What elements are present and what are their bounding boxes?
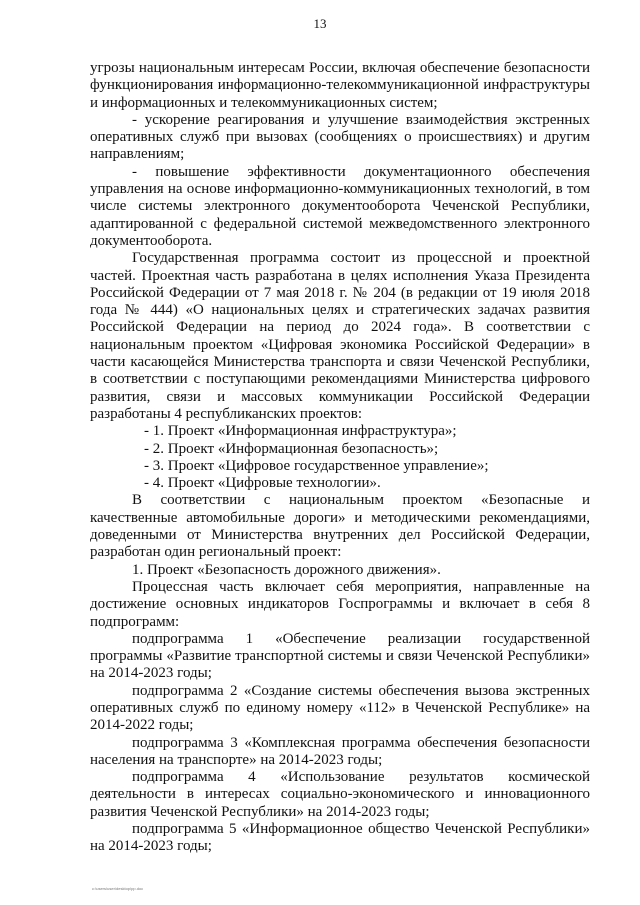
project-item-2: - 2. Проект «Информационная безопасность»; <box>144 440 439 457</box>
footer-file-path: c:\users\user\desktop\рр.doc <box>92 886 144 891</box>
paragraph-document-management: - повышение эффективности документационного обеспечения управления на основе информационно-коммуникационных технологий, в том числе системы электронного документооборота Чеченской Республики, адаптированной с федеральной системой межведомственного электронного документооборота. <box>90 163 590 249</box>
paragraph-emergency-services: - ускорение реагирования и улучшение взаимодействия экстренных оперативных служб при вызовах (сообщениях о происшествиях) и другим направлениям; <box>90 111 590 163</box>
paragraph-roads-project: В соответствии с национальным проектом «Безопасные и качественные автомобильные дороги» и методическими рекомендациями, доведенными от Министерства внутренних дел Российской Федерации, разработан один региональный проект: <box>90 492 590 561</box>
project-item-4: - 4. Проект «Цифровые технологии». <box>144 475 381 492</box>
page-number: 13 <box>313 16 327 31</box>
subprogram-3: подпрограмма 3 «Комплексная программа обеспечения безопасности населения на транспорте» на 2014-2023 годы; <box>90 734 590 768</box>
project-item-3: - 3. Проект «Цифровое государственное управление»; <box>144 457 489 474</box>
subprogram-5: подпрограмма 5 «Информационное общество Чеченской Республики» на 2014-2023 годы; <box>90 821 590 855</box>
paragraph-threats-continuation: угрозы национальным интересам России, включая обеспечение безопасности функционирования информационно-телекоммуникационной инфраструктуры и информационных и телекоммуникационных систем; <box>90 60 590 111</box>
subprogram-4: подпрограмма 4 «Использование результатов космической деятельности в интересах социально-экономического и инновационного развития Чеченской Республики» на 2014-2023 годы; <box>90 769 590 820</box>
subprogram-2: подпрограмма 2 «Создание системы обеспечения вызова экстренных оперативных служб по единому номеру «112» в Чеченской Республике» на 2014-2022 годы; <box>90 682 590 734</box>
regional-project-item-1: 1. Проект «Безопасность дорожного движения». <box>132 561 441 578</box>
document-body <box>90 60 590 856</box>
project-item-1: - 1. Проект «Информационная инфраструктура»; <box>144 423 457 440</box>
paragraph-process-part: Процессная часть включает себя мероприятия, направленные на достижение основных индикаторов Госпрограммы и включает в себя 8 подпрограмм: <box>90 578 590 630</box>
paragraph-program-structure: Государственная программа состоит из процессной и проектной частей. Проектная часть разработана в целях исполнения Указа Президента Российской Федерации от 7 мая 2018 г. № 204 (в редакции от 19 июля 2018 года № 444) «О национальных целях и стратегических задачах развития Российской Федерации на период до 2024 года». В соответствии с национальным проектом «Цифровая экономика Российской Федерации» в части касающейся Министерства транспорта и связи Чеченской Республики, в соответствии с поступающими рекомендациями Министерства цифрового развития, связи и массовых коммуникации Российской Федерации разработаны 4 республиканских проектов: <box>90 250 590 422</box>
subprogram-1: подпрограмма 1 «Обеспечение реализации государственной программы «Развитие транспортной системы и связи Чеченской Республики» на 2014-2023 годы; <box>90 630 590 682</box>
